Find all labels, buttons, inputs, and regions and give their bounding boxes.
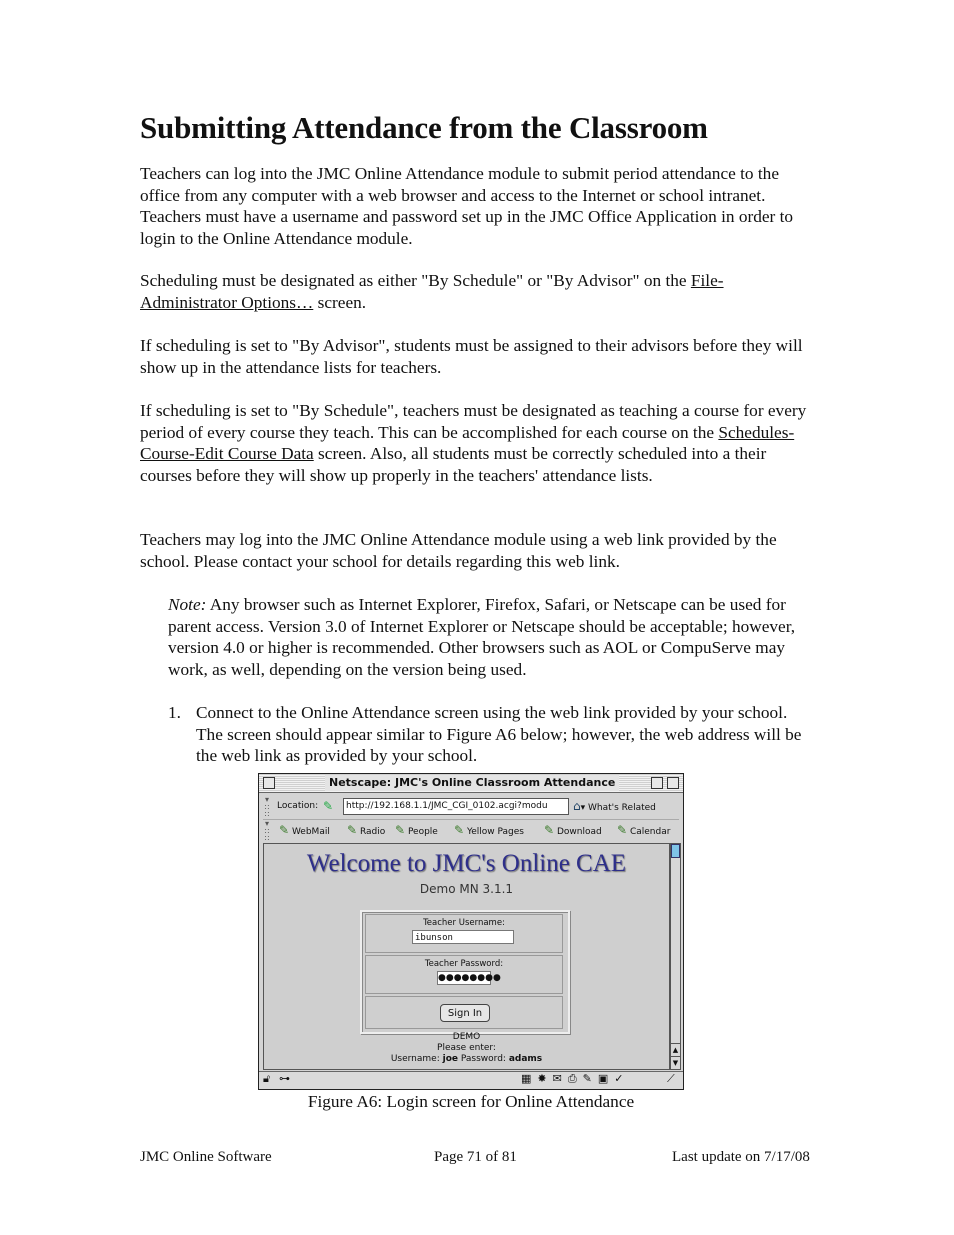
- resize-grip-icon[interactable]: ⟋: [667, 1072, 675, 1085]
- demo-username-label: Username:: [390, 1054, 440, 1064]
- password-cell: [365, 955, 563, 994]
- username-cell: [365, 914, 563, 953]
- by-schedule-paragraph: [140, 400, 820, 487]
- demo-credentials-line: [264, 1054, 669, 1065]
- vertical-scrollbar[interactable]: [670, 843, 681, 1070]
- security-lock-icon[interactable]: 🔓︎: [263, 1072, 271, 1085]
- password-label: Teacher Password:: [424, 959, 504, 969]
- whats-related-button[interactable]: ⌂▾ What's Related: [573, 799, 656, 813]
- window-titlebar: [259, 774, 683, 793]
- signin-cell: [365, 996, 563, 1029]
- login-form: [360, 910, 570, 1034]
- zoom-box-icon[interactable]: [651, 777, 663, 789]
- toolbar-grip-icon[interactable]: ▾ :: ::: [264, 819, 270, 842]
- component-bar-icons[interactable]: ▦✸✉⎙✎▣✓: [521, 1072, 630, 1085]
- by-advisor-paragraph: If scheduling is set to "By Advisor", students must be assigned to their advisors before they will show up in the attendance lists for teachers.: [140, 336, 803, 377]
- note-text: Any browser such as Internet Explorer, Firefox, Safari, or Netscape can be used for parent access. Version 3.0 of Internet Explorer or Netscape should be acceptable; however, version 4.0 or higher is recommended. Other browsers such as AOL or CompuServe may work, as well, depending on the version being used.: [168, 595, 796, 680]
- bookmark-icon: ✎: [544, 823, 555, 837]
- calendar-button[interactable]: [617, 823, 670, 840]
- file-admin-options-link[interactable]: File-Administrator Options…: [140, 271, 724, 312]
- scroll-thumb[interactable]: [671, 844, 680, 858]
- people-label: People: [407, 827, 438, 837]
- bookmark-icon: ✎: [395, 823, 406, 837]
- edit-course-data-link[interactable]: Schedules-Course-Edit Course Data: [140, 422, 795, 464]
- radio-button[interactable]: [347, 823, 385, 840]
- close-box-icon[interactable]: [263, 777, 275, 789]
- whats-related-label: What's Related: [588, 803, 656, 813]
- bookmark-icon: ✎: [347, 823, 358, 837]
- demo-line: DEMO: [452, 1032, 481, 1042]
- webmail-button[interactable]: [279, 823, 330, 840]
- location-bar: [263, 796, 679, 820]
- download-label: Download: [556, 827, 602, 837]
- bookmark-icon: ✎: [454, 823, 465, 837]
- demo-password-label: Password:: [460, 1054, 506, 1064]
- location-field[interactable]: http://192.168.1.1/JMC_CGI_0102.acgi?modu: [343, 798, 569, 815]
- toolbar-grip-icon[interactable]: ▾ :: ::: [264, 795, 270, 818]
- demo-instruction: Please enter:: [437, 1043, 496, 1053]
- page-title: Submitting Attendance from the Classroom: [140, 110, 708, 145]
- password-input[interactable]: ●●●●●●●●: [438, 973, 501, 983]
- scheduling-paragraph: [140, 270, 820, 313]
- yellow-pages-button[interactable]: [454, 823, 524, 840]
- calendar-label: Calendar: [629, 827, 671, 837]
- note-paragraph: [168, 594, 818, 681]
- footer-right: Last update on 7/17/08: [672, 1149, 810, 1165]
- step-text: Connect to the Online Attendance screen using the web link provided by your school. The screen should appear similar to Figure A6 below; however, the web address will be the web link as provided by your school.: [196, 703, 802, 766]
- webmail-label: WebMail: [291, 827, 330, 837]
- web-link-paragraph: Teachers may log into the JMC Online Attendance module using a web link provided by the school. Please contact your school for details regarding this web link.: [140, 530, 777, 571]
- personal-toolbar: [263, 820, 679, 844]
- demo-credentials: [264, 1032, 669, 1065]
- footer-page-number: Page 71 of 81: [434, 1149, 517, 1165]
- yellow-pages-label: Yellow Pages: [466, 827, 524, 837]
- browser-screenshot: [258, 773, 684, 1090]
- status-bar: [259, 1071, 683, 1089]
- scheduling-text: Scheduling must be designated as either "By Schedule" or "By Advisor" on the: [140, 271, 691, 290]
- scheduling-text-end: screen.: [313, 292, 367, 312]
- note-label: Note:: [168, 595, 207, 614]
- people-button[interactable]: [395, 823, 438, 840]
- username-input[interactable]: ibunson: [412, 930, 514, 944]
- figure-caption: Figure A6: Login screen for Online Attendance: [307, 1092, 635, 1111]
- window-title: Netscape: JMC's Online Classroom Attendance: [325, 775, 619, 791]
- connection-icon: ⊶: [279, 1072, 290, 1085]
- demo-username: joe: [442, 1054, 458, 1064]
- sign-in-button[interactable]: Sign In: [440, 1004, 490, 1022]
- by-schedule-text-end: screen. Also, all students must be correctly scheduled into a their courses before they will show up properly in the teachers' attendance lists.: [140, 444, 767, 486]
- by-schedule-text: If scheduling is set to "By Schedule", teachers must be designated as teaching a course for every period of every course they teach. This can be accomplished for each course on the: [140, 401, 807, 442]
- bookmark-icon: ✎: [279, 823, 290, 837]
- radio-label: Radio: [359, 827, 386, 837]
- intro-paragraph: Teachers can log into the JMC Online Attendance module to submit period attendance to the office from any computer with a web browser and access to the Internet or school intranet. Teachers must have a username and password set up in the JMC Office Application in order to login to the Online Attendance module.: [140, 164, 794, 249]
- download-button[interactable]: [544, 823, 602, 840]
- version-label: Demo MN 3.1.1: [419, 882, 514, 896]
- step-number: 1.: [168, 703, 181, 722]
- whats-related-icon: ⌂: [573, 799, 581, 813]
- username-label: Teacher Username:: [423, 918, 505, 928]
- footer-left: JMC Online Software: [140, 1149, 272, 1165]
- collapse-box-icon[interactable]: [667, 777, 679, 789]
- bookmark-icon[interactable]: ✎: [323, 799, 334, 813]
- bookmark-icon: ✎: [617, 823, 628, 837]
- location-label: Location:: [277, 801, 319, 811]
- demo-password: adams: [508, 1054, 543, 1064]
- scroll-down-arrow-icon[interactable]: ▼: [671, 1056, 680, 1069]
- welcome-heading: Welcome to JMC's Online CAE: [306, 850, 627, 877]
- scroll-up-arrow-icon[interactable]: ▲: [671, 1043, 680, 1056]
- page-content: [263, 843, 670, 1070]
